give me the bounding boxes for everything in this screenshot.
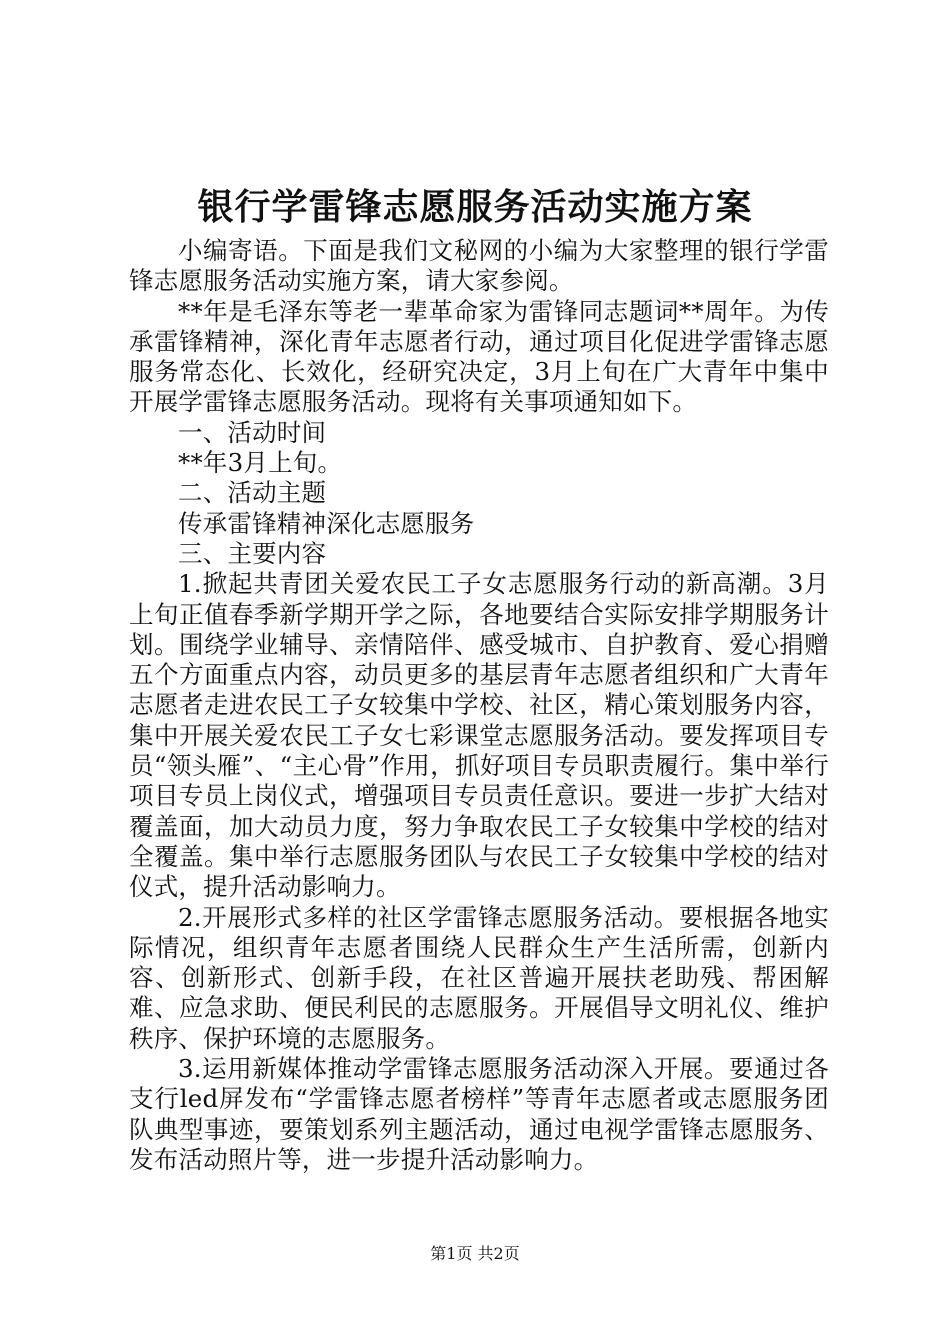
paragraph-intro: 小编寄语。下面是我们文秘网的小编为大家整理的银行学雷锋志愿服务活动实施方案，请大家参阅。 xyxy=(129,236,829,296)
paragraph-time: **年3月上旬。 xyxy=(178,448,343,478)
section-heading-theme: 二、活动主题 xyxy=(178,478,327,508)
page-number: 第1页 共2页 xyxy=(430,1244,520,1263)
paragraph-content-1: 1.掀起共青团关爱农民工子女志愿服务行动的新高潮。3月上旬正值春季新学期开学之际，各地要结合实际安排学期服务计划。围绕学业辅导、亲情陪伴、感受城市、自护教育、爱心捐赠五个方面重点内容，动员更多的基层青年志愿者组织和广大青年志愿者走进农民工子女较集中学校、社区，精心策划服务内容，集中开展关爱农民工子女七彩课堂志愿服务活动。要发挥项目专员“领头雁”、“主心骨”作用，抓好项目专员职责履行。集中举行项目专员上岗仪式，增强项目专员责任意识。要进一步扩大结对覆盖面，加大动员力度，努力争取农民工子女较集中学校的结对全覆盖。集中举行志愿服务团队与农民工子女较集中学校的结对仪式，提升活动影响力。 xyxy=(129,569,829,902)
paragraph-content-2: 2.开展形式多样的社区学雷锋志愿服务活动。要根据各地实际情况，组织青年志愿者围绕人民群众生产生活所需，创新内容、创新形式、创新手段，在社区普遍开展扶老助残、帮困解难、应急求助、便民利民的志愿服务。开展倡导文明礼仪、维护秩序、保护环境的志愿服务。 xyxy=(129,902,829,1053)
paragraph-content-3: 3.运用新媒体推动学雷锋志愿服务活动深入开展。要通过各支行led屏发布“学雷锋志愿者榜样”等青年志愿者或志愿服务团队典型事迹，要策划系列主题活动，通过电视学雷锋志愿服务、发布活动照片等，进一步提升活动影响力。 xyxy=(129,1054,829,1174)
section-heading-time: 一、活动时间 xyxy=(178,417,327,447)
section-heading-content: 三、主要内容 xyxy=(178,538,327,568)
document-body xyxy=(129,236,829,1175)
document-title: 银行学雷锋志愿服务活动实施方案 xyxy=(197,187,753,228)
paragraph-theme: 传承雷锋精神深化志愿服务 xyxy=(178,508,475,538)
paragraph-background: **年是毛泽东等老一辈革命家为雷锋同志题词**周年。为传承雷锋精神，深化青年志愿者行动，通过项目化促进学雷锋志愿服务常态化、长效化，经研究决定，3月上旬在广大青年中集中开展学雷锋志愿服务活动。现将有关事项通知如下。 xyxy=(129,296,829,417)
page-footer xyxy=(0,1242,950,1266)
